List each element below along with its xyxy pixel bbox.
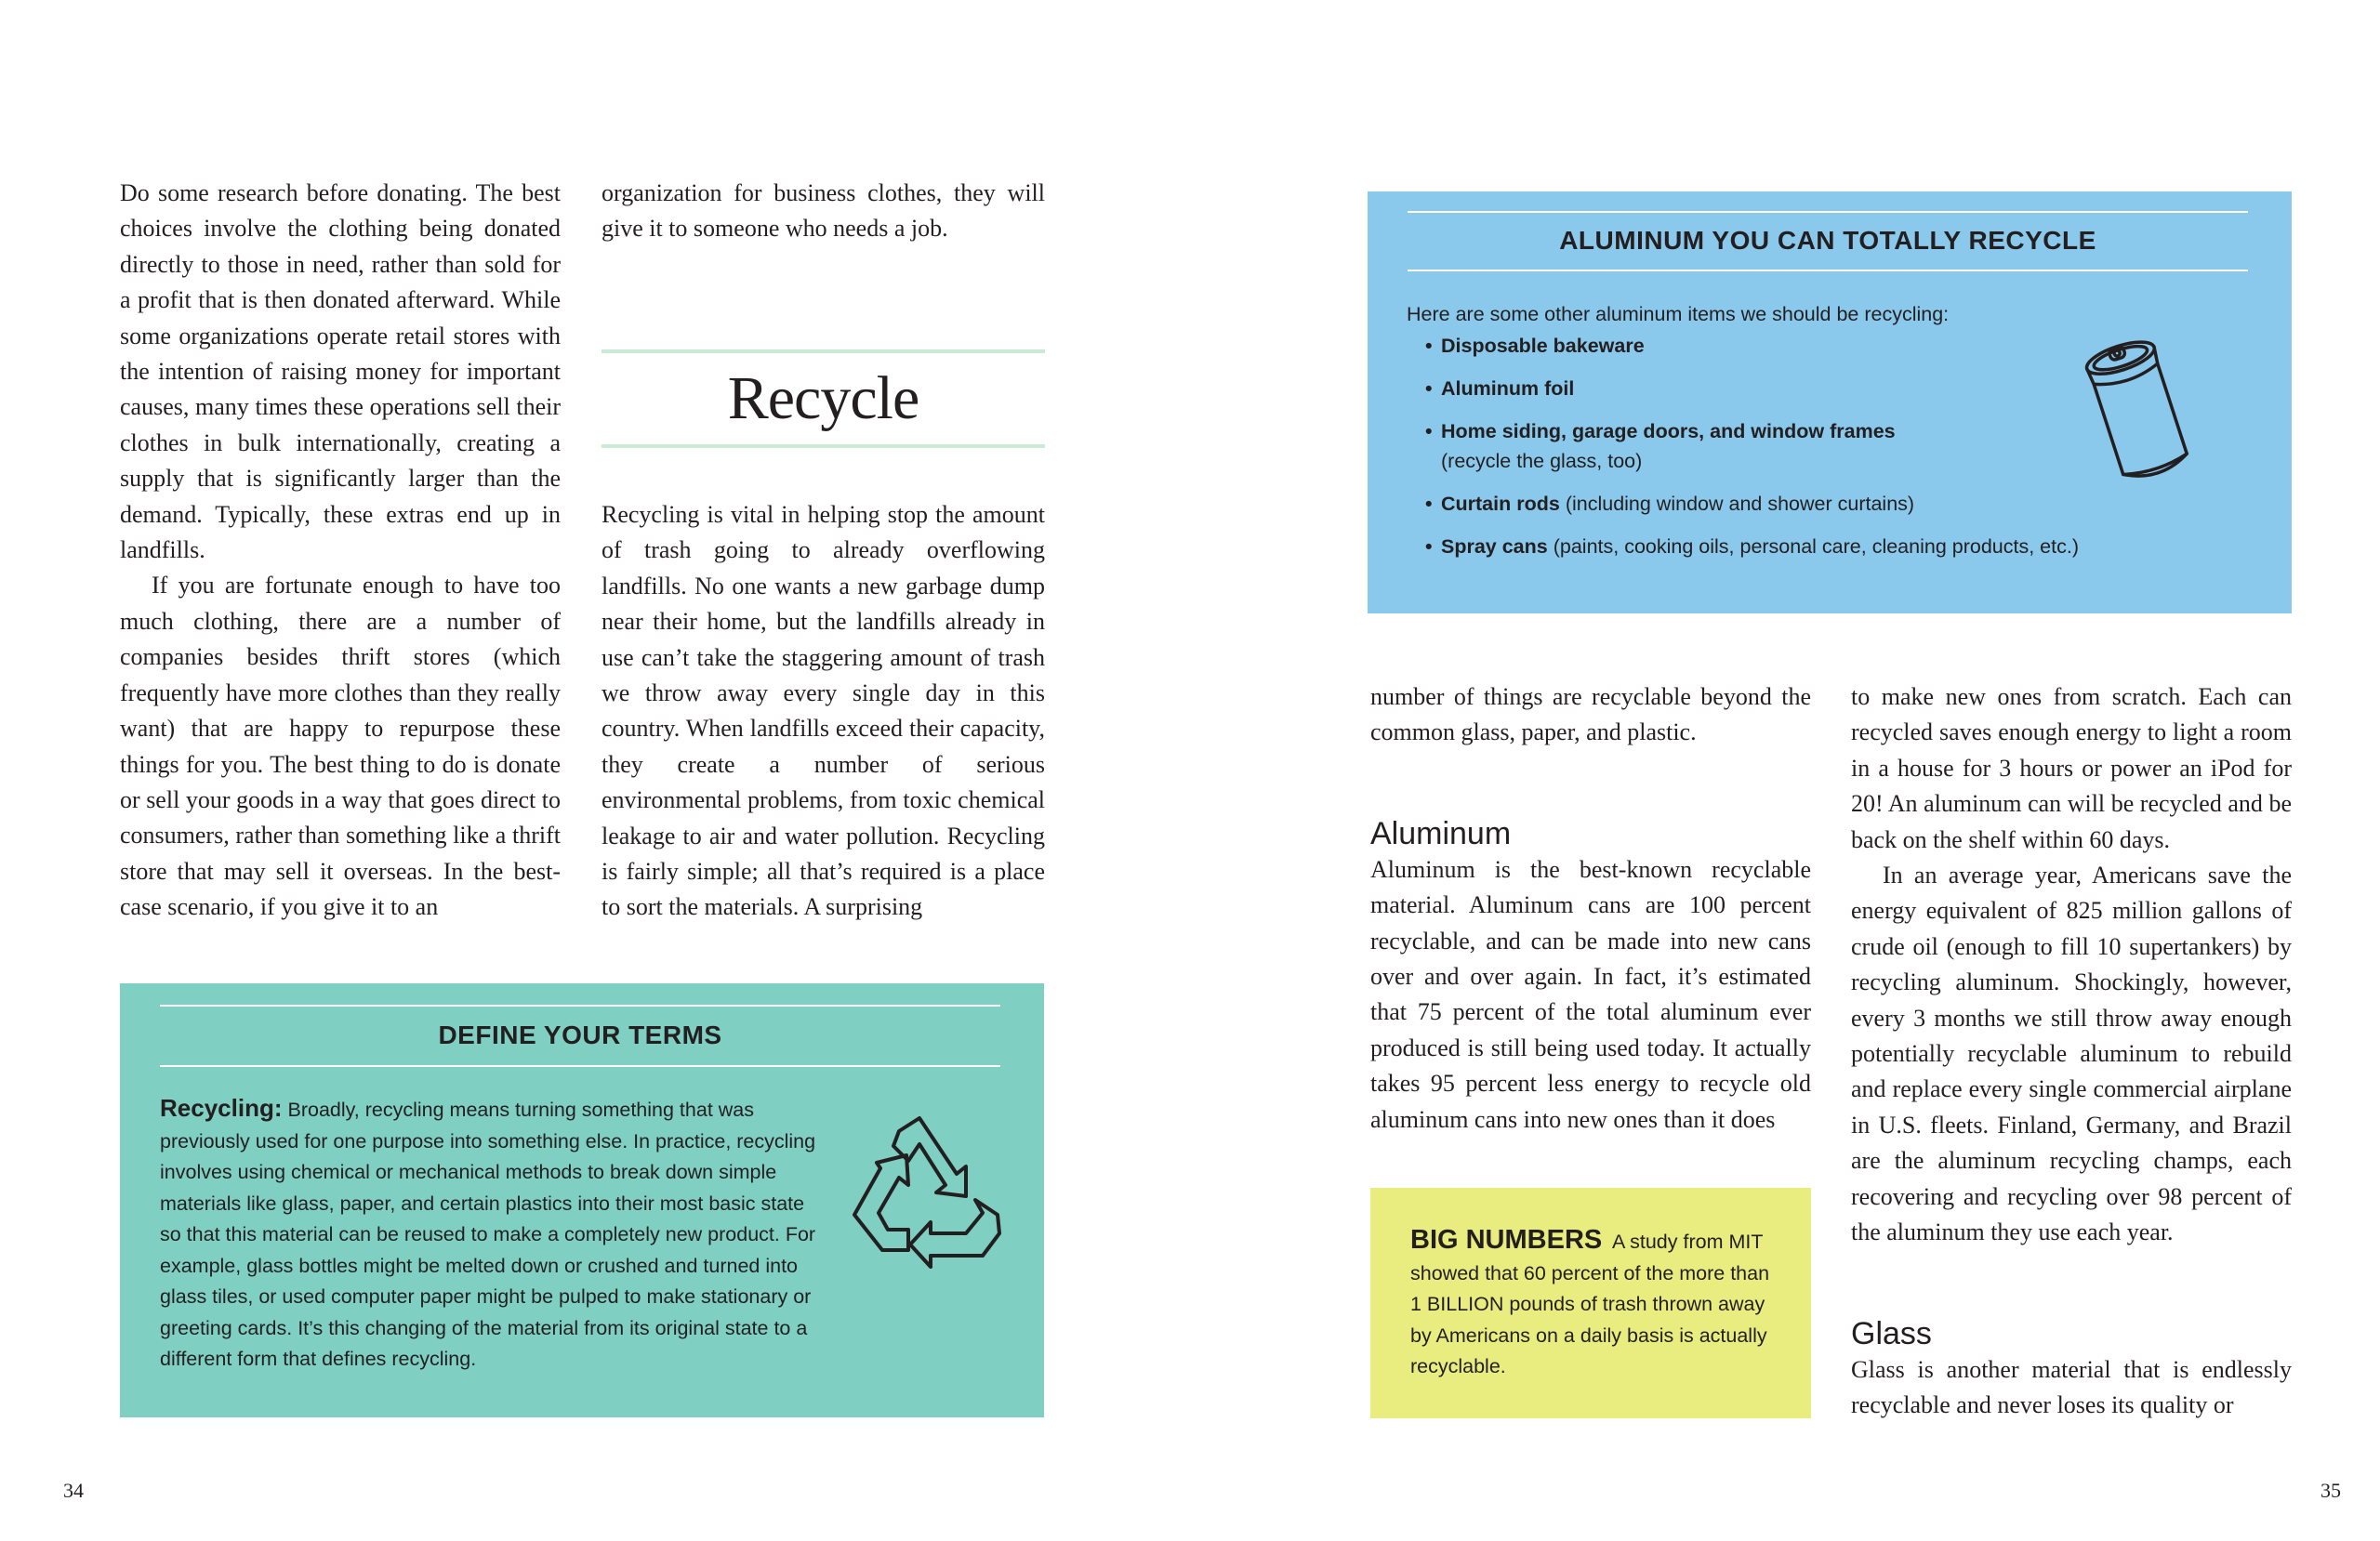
paragraph: Glass is another material that is endlessly recyclable and never loses its quality or [1851, 1355, 2292, 1418]
heading-rule-bottom [602, 444, 1045, 448]
box-rule-bottom [1408, 270, 2248, 271]
aluminum-items-list [1407, 299, 2169, 574]
can-icon [2074, 327, 2204, 504]
big-numbers-label: BIG NUMBERS [1410, 1225, 1603, 1255]
paragraph: Aluminum is the best-known recyclable material. Aluminum cans are 100 percent recyclable, and can be made into new cans over and over again. In fact, it’s estimated that 75 percent of the total aluminum ever produced is still being used today. It actually takes 95 percent less energy to recycle old aluminum cans into new ones than it does [1370, 855, 1811, 1133]
box-rule-bottom [160, 1065, 1000, 1067]
paragraph: Do some research before donating. The best choices involve the clothing being donated directly to those in need, rather than sold for a profit that is then donated afterward. While some organizations operate retail stores with the intention of raising money for important causes, many times these operations sell their clothes in bulk internationally, creating a supply that is significantly larger than the demand. Typically, these extras end up in landfills. [120, 179, 561, 564]
recycle-icon [826, 1111, 1012, 1278]
big-numbers-body: A study from MIT showed that 60 percent of the more than 1 BILLION pounds of trash thrown away by Americans on a daily basis is actually recyclable. [1410, 1231, 1770, 1377]
paragraph: to make new ones from scratch. Each can recycled saves enough energy to light a room in a house for 3 hours or power an iPod for 20! An aluminum can will be recycled and be back on the shelf within 60 days. [1851, 683, 2292, 853]
left-page-column-2-top [602, 176, 1045, 247]
big-numbers-box [1370, 1188, 1811, 1418]
box-rule-top [1408, 211, 2248, 213]
box-title: DEFINE YOUR TERMS [438, 1021, 722, 1049]
list-item: • Curtain rods (including window and shower curtains) [1425, 489, 2169, 519]
section-title: Recycle [727, 364, 919, 432]
subheading-glass: Glass [1851, 1315, 1932, 1351]
paragraph: organization for business clothes, they will give it to someone who needs a job. [602, 179, 1045, 243]
define-your-terms-box [120, 983, 1044, 1417]
list-intro: Here are some other aluminum items we should be recycling: [1407, 303, 1950, 325]
paragraph: In an average year, Americans save the energy equivalent of 825 million gallons of crude oil (enough to fill 10 supertankers) by recycling aluminum. Shockingly, however, every 3 months we still throw away enough potentially recyclable aluminum to rebuild and replace every single commercial airplane in U.S. fleets. Finland, Germany, and Brazil are the aluminum recycling champs, each recovering and recycling over 98 percent of the aluminum they use each year. [1851, 862, 2292, 1246]
big-numbers-text [1410, 1225, 1782, 1383]
left-page-column-2-body [602, 497, 1045, 926]
page-number: 35 [2320, 1479, 2341, 1502]
box-rule-top [160, 1005, 1000, 1007]
list-item: • Home siding, garage doors, and window frames (recycle the glass, too) [1425, 416, 2169, 476]
definition-term: Recycling: [160, 1094, 283, 1122]
section-heading-recycle [602, 349, 1045, 448]
right-page-column-1 [1370, 679, 1811, 1138]
subheading-aluminum: Aluminum [1370, 815, 1512, 851]
paragraph: number of things are recyclable beyond the common glass, paper, and plastic. [1370, 683, 1811, 746]
left-page-column-1 [120, 176, 561, 926]
page-number: 34 [63, 1479, 84, 1502]
definition-body: Broadly, recycling means turning something that was previously used for one purpose into something else. In practice, recycling involves using chemical or mechanical methods to break down simple materials like glass, paper, and certain plastics into their most basic state so that this material can be reused to make a completely new product. For example, glass bottles might be melted down or crushed and turned into glass tiles, or used computer paper might be pulped to make stationary or greeting cards. It’s this changing of the material from its original state to a different form that defines recycling. [160, 1099, 816, 1370]
list-item: • Aluminum foil [1425, 374, 2169, 403]
heading-rule-top [602, 349, 1045, 353]
right-page-column-2 [1851, 679, 2292, 1423]
box-title: ALUMINUM YOU CAN TOTALLY RECYCLE [1559, 226, 2096, 255]
aluminum-recycle-box [1368, 191, 2292, 613]
paragraph: Recycling is vital in helping stop the amount of trash going to already overflowing landfills. No one wants a new garbage dump near their home, but the landfills already in use can’t take the staggering amount of trash we throw away every single day in this country. When landfills exceed their capacity, they create a number of serious environmental problems, from toxic chemical leakage to air and water pollution. Recycling is fairly simple; all that’s required is a place to sort the materials. A surprising [602, 501, 1045, 921]
list-item: • Disposable bakeware [1425, 331, 2169, 361]
list-item: • Spray cans (paints, cooking oils, personal care, cleaning products, etc.) [1425, 532, 2169, 561]
paragraph: If you are fortunate enough to have too much clothing, there are a number of companies besides thrift stores (which frequently have more clothes than they really want) that are happy to repurpose these things for you. The best thing to do is donate or sell your goods in a way that goes direct to consumers, rather than something like a thrift store that may sell it overseas. In the best-case scenario, if you give it to an [120, 572, 561, 921]
